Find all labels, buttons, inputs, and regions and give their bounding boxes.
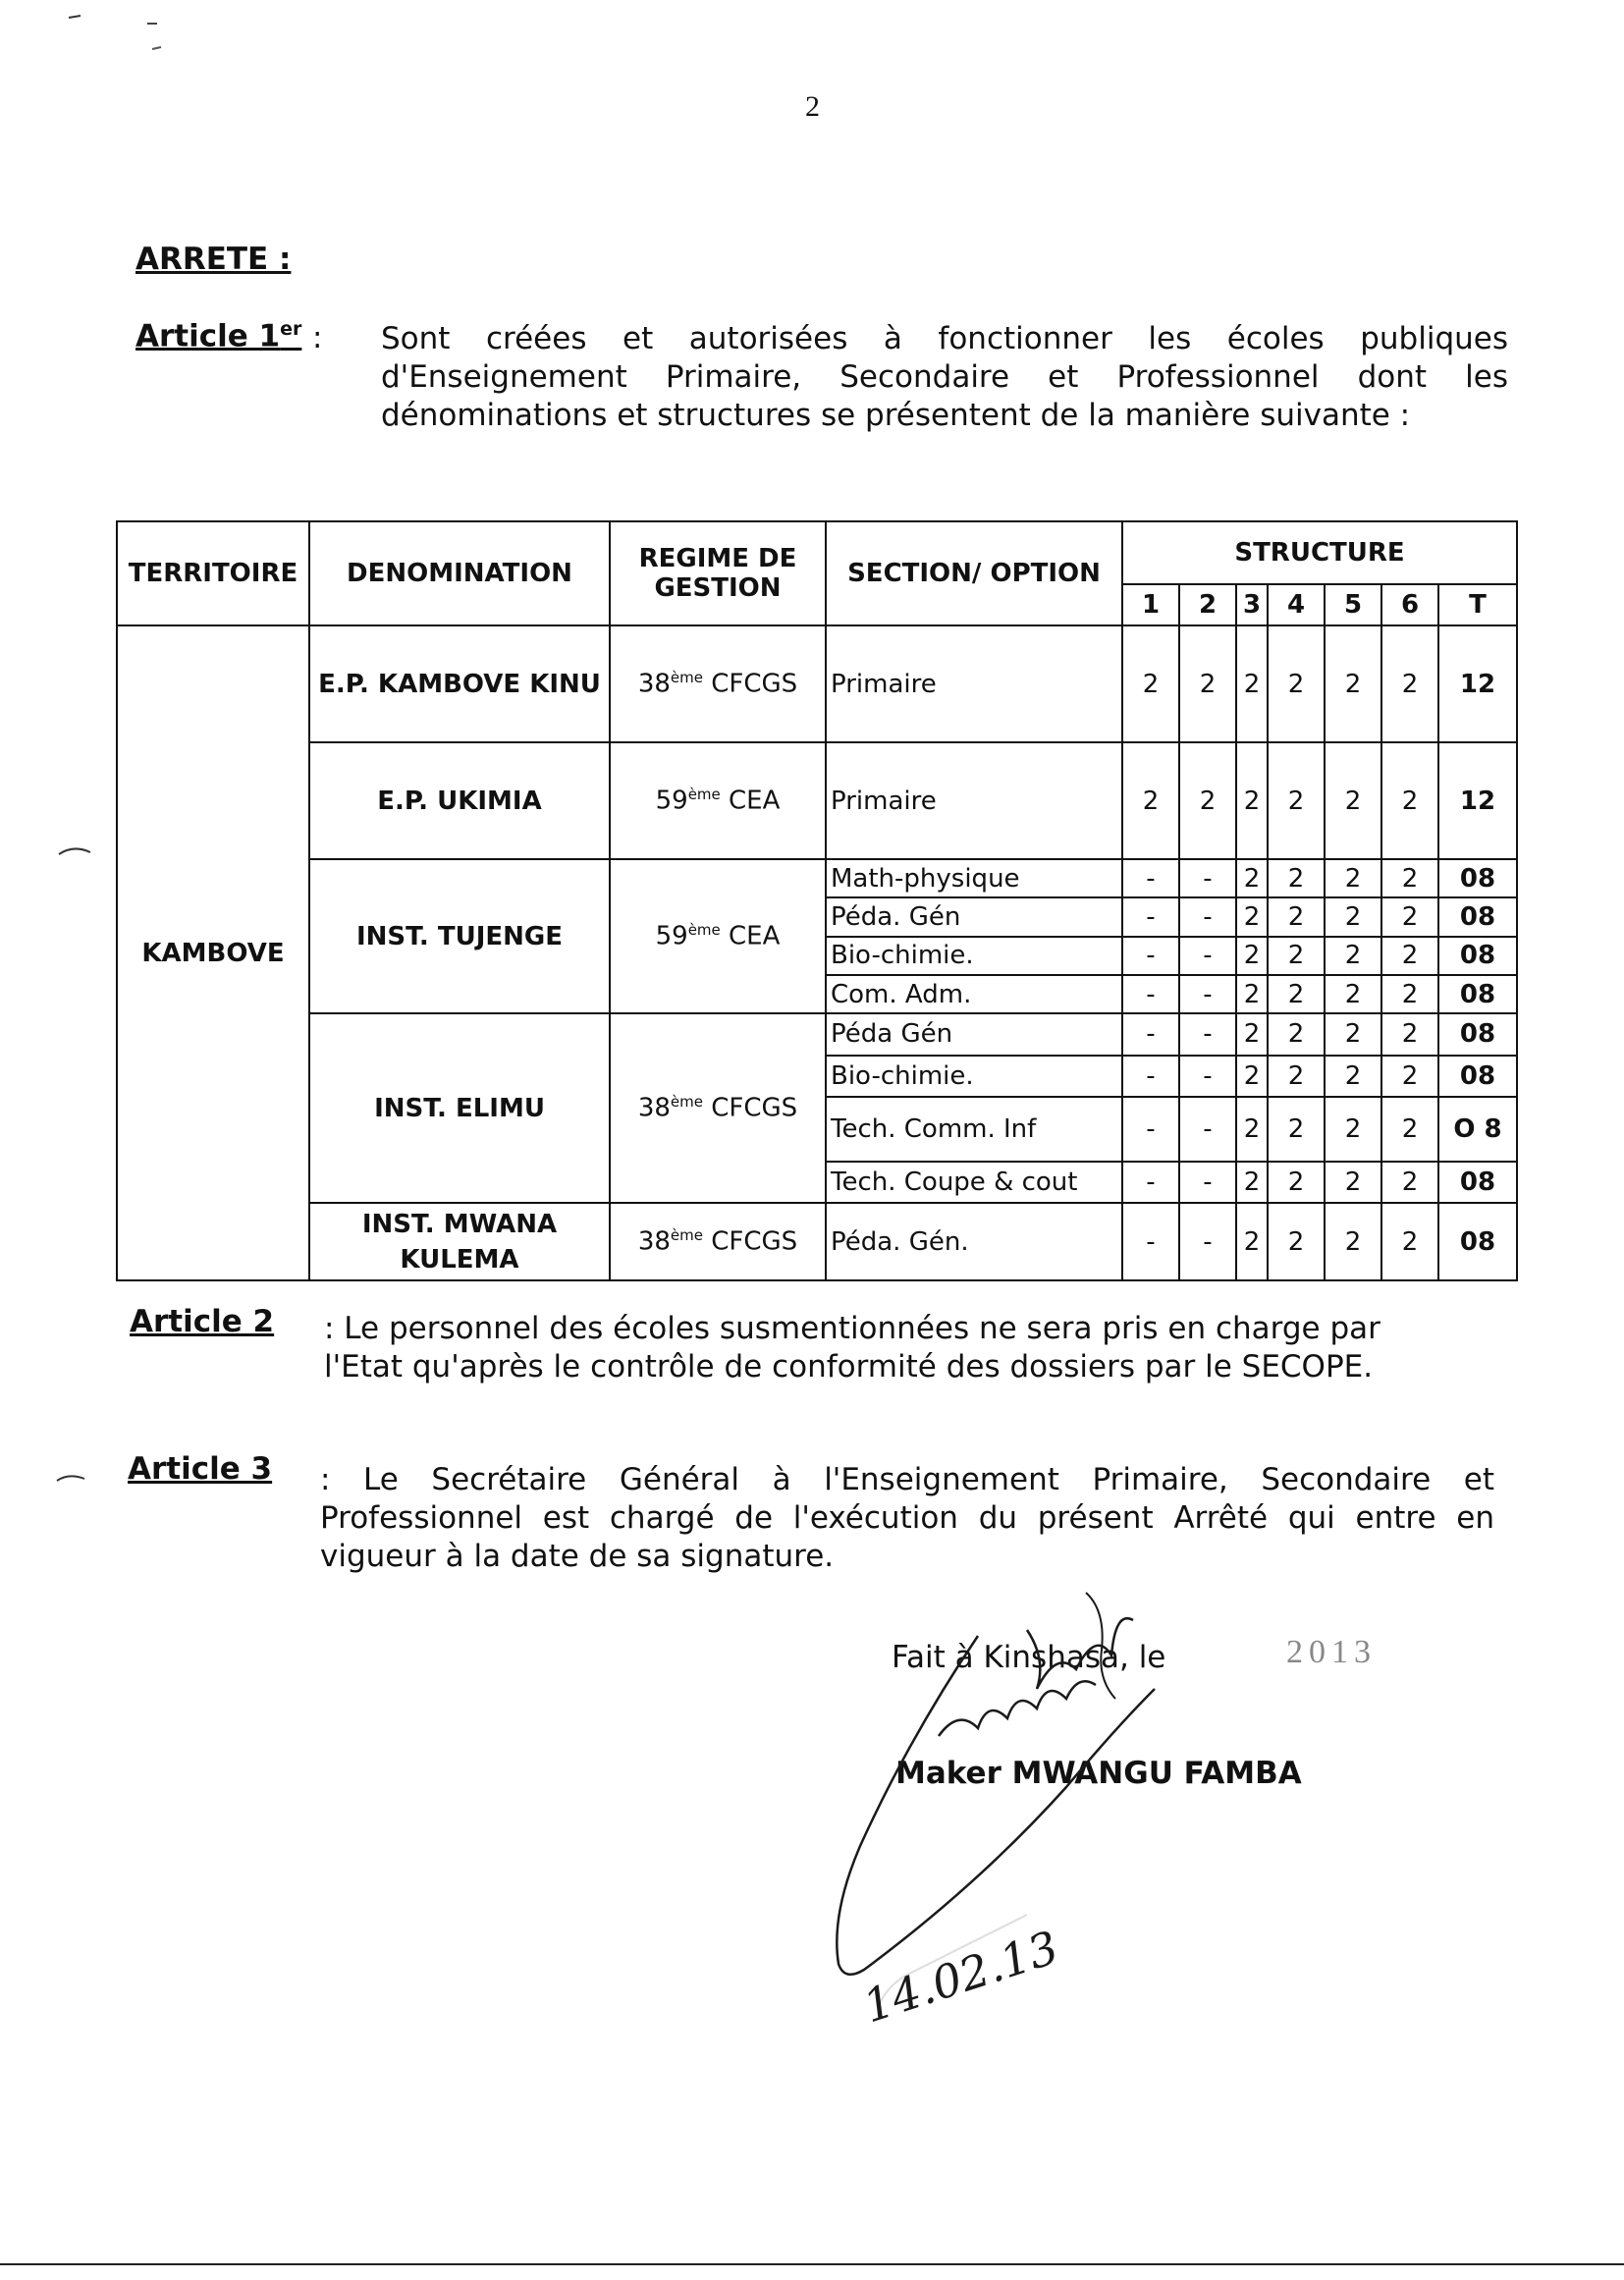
structure-value-cell: 2: [1236, 975, 1268, 1013]
structure-value-cell: -: [1122, 1097, 1179, 1162]
school-name: INST. MWANA KULEMA: [309, 1203, 610, 1280]
fait-a-kinshasa: Fait à Kinshasa, le: [892, 1640, 1166, 1675]
structure-value-cell: 2: [1381, 1162, 1438, 1203]
article-2-text: : Le personnel des écoles susmentionnées ne sera pris en charge par l'Etat qu'après le contrôle de conformité des dossiers par le SECOPE.: [324, 1311, 1380, 1384]
structure-value-cell: 2: [1236, 859, 1268, 897]
total-cell: 08: [1438, 1056, 1517, 1097]
table-row: [117, 859, 1517, 897]
school-name: E.P. UKIMIA: [309, 742, 610, 859]
header-col-5: 5: [1325, 584, 1381, 625]
header-col-6: 6: [1381, 584, 1438, 625]
header-denomination: DENOMINATION: [309, 521, 610, 625]
structure-value-cell: 2: [1268, 1013, 1325, 1055]
structure-value-cell: 2: [1236, 897, 1268, 936]
school-name: E.P. KAMBOVE KINU: [309, 625, 610, 742]
regime-cell: 38ème CFCGS: [610, 625, 826, 742]
table-row: [117, 625, 1517, 742]
structure-value-cell: 2: [1325, 897, 1381, 936]
structure-value-cell: -: [1122, 1203, 1179, 1280]
section-option-cell: Péda. Gén.: [826, 1203, 1122, 1280]
structure-value-cell: 2: [1325, 859, 1381, 897]
arrete-heading: ARRETE :: [135, 242, 292, 277]
structure-value-cell: 2: [1381, 742, 1438, 859]
signer-name: Maker MWANGU FAMBA: [895, 1756, 1302, 1791]
structure-value-cell: 2: [1381, 897, 1438, 936]
handwritten-date: 14.02.13: [856, 1920, 1065, 2034]
structure-value-cell: 2: [1179, 742, 1236, 859]
structure-table: [116, 520, 1518, 1281]
structure-value-cell: 2: [1268, 937, 1325, 975]
section-option-cell: Bio-chimie.: [826, 937, 1122, 975]
structure-value-cell: 2: [1381, 859, 1438, 897]
territoire-cell: KAMBOVE: [117, 625, 309, 1280]
regime-cell: 38ème CFCGS: [610, 1013, 826, 1203]
structure-value-cell: -: [1179, 937, 1236, 975]
structure-value-cell: 2: [1268, 1162, 1325, 1203]
structure-value-cell: -: [1122, 897, 1179, 936]
article-3-text: : Le Secrétaire Général à l'Enseignement Primaire, Secondaire et Professionnel est chargé de l'exécution du présent Arrêté qui entre en vigueur à la date de sa signature.: [320, 1462, 1494, 1574]
structure-value-cell: 2: [1325, 1056, 1381, 1097]
section-option-cell: Primaire: [826, 742, 1122, 859]
section-option-cell: Péda Gén: [826, 1013, 1122, 1055]
structure-value-cell: 2: [1122, 742, 1179, 859]
page-number: 2: [805, 90, 820, 123]
structure-value-cell: 2: [1325, 625, 1381, 742]
structure-value-cell: 2: [1236, 1162, 1268, 1203]
structure-value-cell: 2: [1325, 1203, 1381, 1280]
total-cell: 12: [1438, 742, 1517, 859]
header-regime: REGIME DE GESTION: [610, 521, 826, 625]
section-option-cell: Tech. Comm. Inf: [826, 1097, 1122, 1162]
structure-value-cell: 2: [1268, 625, 1325, 742]
school-name: INST. TUJENGE: [309, 859, 610, 1013]
structure-value-cell: -: [1179, 1097, 1236, 1162]
structure-value-cell: -: [1122, 1056, 1179, 1097]
date-stamp: 2013: [1286, 1634, 1377, 1670]
structure-value-cell: -: [1179, 897, 1236, 936]
structure-value-cell: 2: [1325, 975, 1381, 1013]
total-cell: 08: [1438, 975, 1517, 1013]
total-cell: 08: [1438, 1203, 1517, 1280]
structure-value-cell: -: [1122, 1013, 1179, 1055]
article-1-label: Article 1er: [135, 318, 302, 354]
structure-value-cell: 2: [1325, 1162, 1381, 1203]
structure-value-cell: 2: [1381, 625, 1438, 742]
structure-value-cell: 2: [1236, 1097, 1268, 1162]
structure-value-cell: 2: [1268, 859, 1325, 897]
article-1-colon: :: [312, 320, 323, 355]
structure-value-cell: 2: [1325, 1097, 1381, 1162]
header-structure: STRUCTURE: [1122, 521, 1517, 584]
header-section-option: SECTION/ OPTION: [826, 521, 1122, 625]
regime-cell: 59ème CEA: [610, 742, 826, 859]
structure-value-cell: 2: [1325, 742, 1381, 859]
structure-value-cell: 2: [1122, 625, 1179, 742]
structure-value-cell: 2: [1268, 742, 1325, 859]
section-option-cell: Primaire: [826, 625, 1122, 742]
structure-value-cell: -: [1179, 1013, 1236, 1055]
table-row: [117, 742, 1517, 859]
section-option-cell: Com. Adm.: [826, 975, 1122, 1013]
article-3-label: Article 3: [128, 1451, 273, 1487]
structure-value-cell: 2: [1381, 1203, 1438, 1280]
structure-value-cell: -: [1179, 1162, 1236, 1203]
structure-value-cell: 2: [1381, 1056, 1438, 1097]
table-row: [117, 1203, 1517, 1280]
structure-value-cell: -: [1179, 1203, 1236, 1280]
structure-value-cell: 2: [1268, 897, 1325, 936]
total-cell: 12: [1438, 625, 1517, 742]
section-option-cell: Péda. Gén: [826, 897, 1122, 936]
structure-value-cell: 2: [1236, 1056, 1268, 1097]
structure-value-cell: -: [1122, 975, 1179, 1013]
total-cell: 08: [1438, 1013, 1517, 1055]
structure-value-cell: 2: [1236, 742, 1268, 859]
total-cell: 08: [1438, 937, 1517, 975]
article-2-label: Article 2: [130, 1304, 275, 1339]
structure-value-cell: 2: [1325, 1013, 1381, 1055]
structure-value-cell: -: [1179, 975, 1236, 1013]
header-col-2: 2: [1179, 584, 1236, 625]
section-option-cell: Tech. Coupe & cout: [826, 1162, 1122, 1203]
structure-value-cell: -: [1122, 859, 1179, 897]
header-col-total: T: [1438, 584, 1517, 625]
article-1-text: Sont créées et autorisées à fonctionner les écoles publiques d'Enseignement Primaire, Secondaire et Professionnel dont les dénominations et structures se présentent de la manière suivante :: [381, 321, 1508, 433]
structure-value-cell: 2: [1268, 975, 1325, 1013]
structure-value-cell: 2: [1236, 1013, 1268, 1055]
header-col-1: 1: [1122, 584, 1179, 625]
structure-value-cell: 2: [1381, 1013, 1438, 1055]
structure-value-cell: 2: [1268, 1097, 1325, 1162]
structure-value-cell: -: [1122, 1162, 1179, 1203]
structure-value-cell: -: [1179, 859, 1236, 897]
total-cell: 08: [1438, 897, 1517, 936]
section-option-cell: Bio-chimie.: [826, 1056, 1122, 1097]
structure-value-cell: -: [1179, 1056, 1236, 1097]
structure-value-cell: 2: [1268, 1056, 1325, 1097]
total-cell: 08: [1438, 859, 1517, 897]
structure-value-cell: 2: [1325, 937, 1381, 975]
structure-value-cell: 2: [1236, 937, 1268, 975]
structure-value-cell: 2: [1381, 937, 1438, 975]
handwritten-signature: [821, 1591, 1371, 2042]
structure-value-cell: 2: [1268, 1203, 1325, 1280]
structure-value-cell: 2: [1381, 975, 1438, 1013]
total-cell: 08: [1438, 1162, 1517, 1203]
structure-value-cell: 2: [1179, 625, 1236, 742]
structure-value-cell: 2: [1236, 625, 1268, 742]
school-name: INST. ELIMU: [309, 1013, 610, 1203]
section-option-cell: Math-physique: [826, 859, 1122, 897]
regime-cell: 38ème CFCGS: [610, 1203, 826, 1280]
total-cell: O 8: [1438, 1097, 1517, 1162]
structure-value-cell: 2: [1236, 1203, 1268, 1280]
header-col-3: 3: [1236, 584, 1268, 625]
header-col-4: 4: [1268, 584, 1325, 625]
header-territoire: TERRITOIRE: [117, 521, 309, 625]
table-row: [117, 1013, 1517, 1055]
structure-value-cell: -: [1122, 937, 1179, 975]
regime-cell: 59ème CEA: [610, 859, 826, 1013]
structure-value-cell: 2: [1381, 1097, 1438, 1162]
